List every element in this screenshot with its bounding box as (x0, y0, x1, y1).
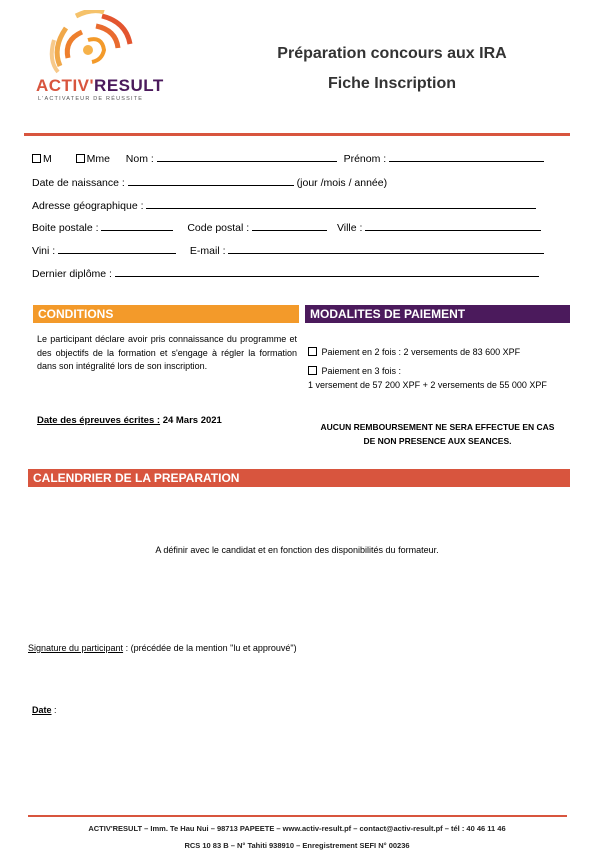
company-logo (36, 10, 176, 108)
checkbox-m[interactable] (32, 154, 41, 163)
exam-date-row (37, 414, 222, 428)
signature-row (28, 641, 297, 655)
email-label: E-mail : (189, 245, 226, 257)
date-colon: : (54, 705, 57, 715)
footer-line-2: RCS 10 83 B – N° Tahiti 938910 – Enregistrement SEFI N° 00236 (184, 841, 410, 850)
payment-option-2-title: Paiement en 3 fois : (321, 366, 402, 376)
refund-notice-line2: DE NON PRESENCE AUX SEANCES. (363, 436, 512, 446)
postal-row (32, 220, 541, 234)
footer-divider (28, 815, 567, 817)
address-row (32, 198, 536, 212)
diploma-field[interactable] (115, 266, 539, 277)
payment-option-2-detail: 1 versement de 57 200 XPF + 2 versements de 55 000 XPF (308, 380, 547, 390)
ville-field[interactable] (365, 220, 541, 231)
vini-field[interactable] (58, 243, 176, 254)
payment-option-1 (308, 345, 520, 359)
dob-field[interactable] (128, 175, 294, 186)
email-field[interactable] (228, 243, 544, 254)
date-row (32, 703, 57, 717)
refund-notice-line1: AUCUN REMBOURSEMENT NE SERA EFFECTUE EN CAS (320, 422, 555, 432)
address-field[interactable] (146, 198, 536, 209)
bp-field[interactable] (101, 220, 173, 231)
refund-notice (305, 420, 570, 448)
signature-label: Signature du participant (28, 643, 124, 653)
calendar-heading: CALENDRIER DE LA PREPARATION (28, 469, 570, 487)
exam-date-value: 24 Mars 2021 (162, 415, 222, 426)
diploma-label: Dernier diplôme : (32, 268, 112, 280)
document-title: Préparation concours aux IRA (277, 45, 507, 62)
dob-label: Date de naissance : (32, 177, 125, 189)
header-divider (24, 133, 570, 136)
address-label: Adresse géographique : (32, 200, 144, 212)
signature-hint: : (précédée de la mention "lu et approuvé") (125, 643, 297, 653)
contact-row (32, 243, 544, 257)
document-subtitle: Fiche Inscription (327, 75, 456, 92)
conditions-heading: CONDITIONS (33, 305, 299, 323)
dob-hint: (jour /mois / année) (296, 177, 388, 189)
nom-label: Nom : (125, 153, 154, 165)
checkbox-mme[interactable] (76, 154, 85, 163)
footer-line-1: ACTIV'RESULT – Imm. Te Hau Nui – 98713 PAPEETE – www.activ-result.pf – contact@activ-result.pf – tél : 40 46 11 46 (88, 824, 506, 833)
dob-row (32, 175, 387, 189)
payment-option-1-label: Paiement en 2 fois : 2 versements de 83 600 XPF (321, 347, 521, 357)
m-label: M (43, 153, 52, 165)
cp-label: Code postal : (187, 222, 250, 234)
vini-label: Vini : (32, 245, 56, 257)
bp-label: Boite postale : (32, 222, 99, 234)
diploma-row (32, 266, 539, 280)
mme-label: Mme (86, 153, 110, 165)
conditions-text: Le participant déclare avoir pris connaissance du programme et des objectifs de la formation et s'engage à régler la formation dans son intégralité lors de son inscription. (37, 334, 297, 371)
nom-field[interactable] (157, 151, 337, 162)
logo-wordmark-part1: ACTIV' (36, 76, 95, 95)
prenom-label: Prénom : (343, 153, 387, 165)
calendar-text: A définir avec le candidat et en fonction des disponibilités du formateur. (155, 545, 439, 555)
payment-option-1-checkbox[interactable] (308, 347, 317, 356)
identity-row (32, 151, 544, 165)
payment-option-2-checkbox[interactable] (308, 366, 317, 375)
logo-tagline: L'ACTIVATEUR DE RÉUSSITE (38, 96, 144, 102)
prenom-field[interactable] (389, 151, 544, 162)
cp-field[interactable] (252, 220, 327, 231)
logo-wordmark (36, 76, 164, 96)
exam-date-label: Date des épreuves écrites : (37, 415, 161, 426)
ville-label: Ville : (336, 222, 363, 234)
logo-wordmark-part2: RESULT (94, 76, 164, 95)
payment-heading: MODALITES DE PAIEMENT (305, 305, 570, 323)
date-label: Date (32, 705, 52, 715)
payment-option-2 (308, 364, 401, 378)
